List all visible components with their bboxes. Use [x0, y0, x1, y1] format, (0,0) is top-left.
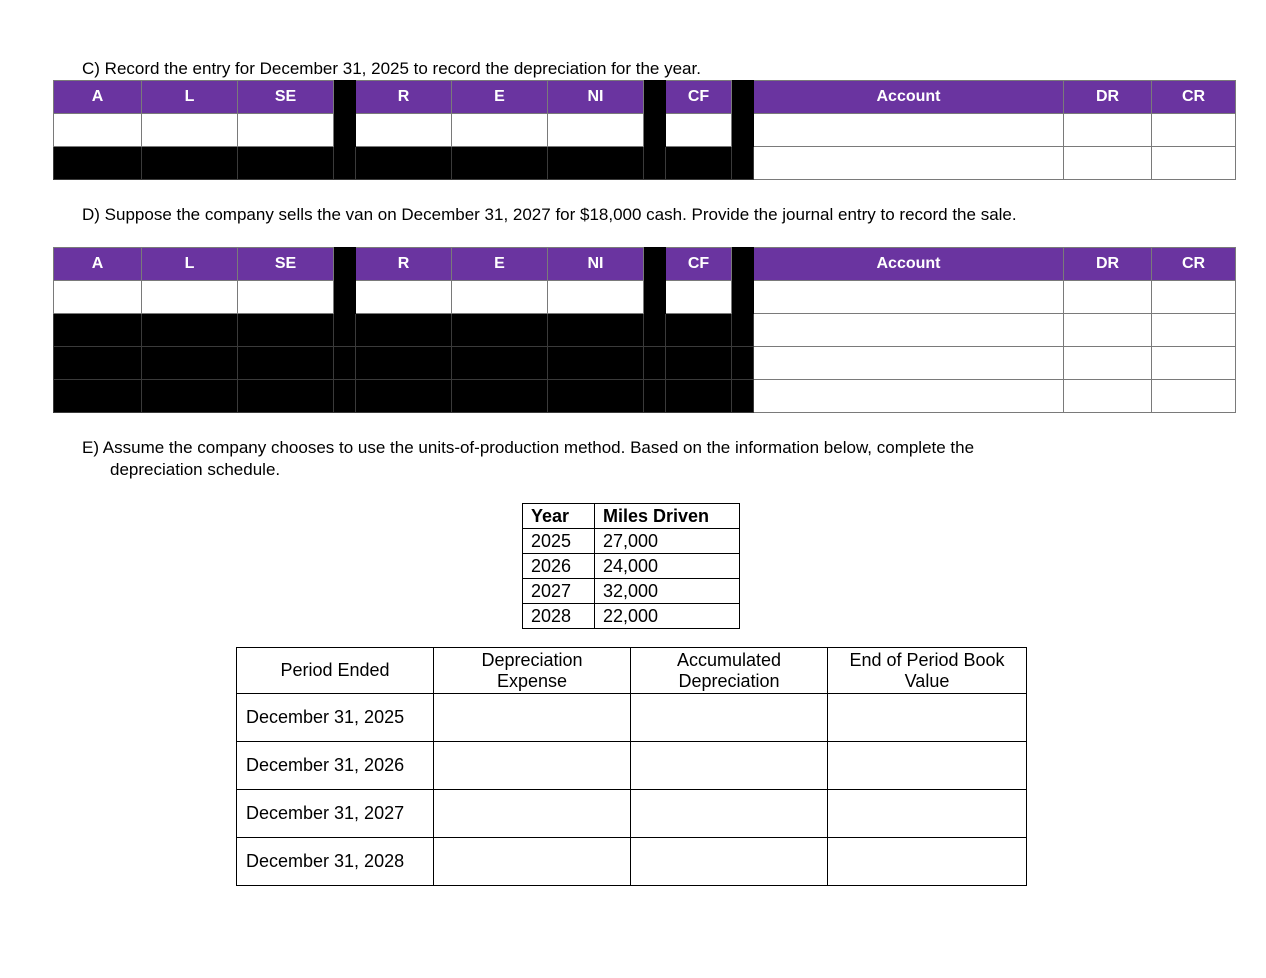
- separator: [732, 114, 754, 147]
- cell-se[interactable]: [238, 114, 334, 147]
- year-cell: 2028: [523, 604, 595, 629]
- blackout-cell: [732, 347, 754, 380]
- header-debit: DR: [1064, 81, 1152, 114]
- miles-driven-table: [522, 503, 740, 629]
- cell-cr[interactable]: [1152, 147, 1236, 180]
- cell-a[interactable]: [54, 281, 142, 314]
- header-revenue: R: [356, 81, 452, 114]
- header-assets: A: [54, 81, 142, 114]
- accumulated-dep-cell[interactable]: [631, 838, 828, 886]
- blackout-cell: [238, 347, 334, 380]
- period-cell: December 31, 2027: [237, 790, 434, 838]
- blackout-cell: [548, 347, 644, 380]
- separator: [732, 81, 754, 114]
- cell-account[interactable]: [754, 380, 1064, 413]
- blackout-cell: [334, 314, 356, 347]
- table-row: [237, 694, 1027, 742]
- cell-account[interactable]: [754, 114, 1064, 147]
- header-expense: E: [452, 248, 548, 281]
- accumulated-dep-cell[interactable]: [631, 742, 828, 790]
- table-row: [523, 529, 740, 554]
- cell-r[interactable]: [356, 114, 452, 147]
- header-book-line-1: End of Period Book: [849, 649, 1005, 670]
- header-net-income: NI: [548, 81, 644, 114]
- header-debit: DR: [1064, 248, 1152, 281]
- header-liabilities: L: [142, 248, 238, 281]
- cell-se[interactable]: [238, 281, 334, 314]
- cell-cr[interactable]: [1152, 347, 1236, 380]
- dep-expense-cell[interactable]: [434, 742, 631, 790]
- blackout-cell: [732, 314, 754, 347]
- blackout-cell: [334, 380, 356, 413]
- blackout-cell: [54, 147, 142, 180]
- blackout-cell: [644, 380, 666, 413]
- separator: [732, 281, 754, 314]
- cell-cf[interactable]: [666, 281, 732, 314]
- year-cell: 2025: [523, 529, 595, 554]
- depreciation-schedule-table: [236, 647, 1027, 886]
- blackout-cell: [548, 380, 644, 413]
- blackout-cell: [452, 147, 548, 180]
- journal-entry-row: [54, 347, 1236, 380]
- blackout-cell: [238, 380, 334, 413]
- blackout-cell: [452, 380, 548, 413]
- blackout-cell: [666, 147, 732, 180]
- year-cell: 2027: [523, 579, 595, 604]
- period-cell: December 31, 2025: [237, 694, 434, 742]
- blackout-cell: [732, 380, 754, 413]
- cell-cr[interactable]: [1152, 281, 1236, 314]
- header-dep-line-1: Depreciation: [481, 649, 583, 670]
- header-expense: E: [452, 81, 548, 114]
- journal-table-c: [53, 80, 1236, 180]
- blackout-cell: [142, 147, 238, 180]
- dep-expense-cell[interactable]: [434, 838, 631, 886]
- table-row: [523, 554, 740, 579]
- journal-entry-row: [54, 281, 1236, 314]
- header-acc-line-1: Accumulated: [676, 649, 782, 670]
- blackout-cell: [666, 380, 732, 413]
- header-liabilities: L: [142, 81, 238, 114]
- cell-cr[interactable]: [1152, 114, 1236, 147]
- blackout-cell: [644, 147, 666, 180]
- journal-header-row: [54, 248, 1236, 281]
- separator: [644, 281, 666, 314]
- header-acc-line-2: Depreciation: [678, 670, 780, 691]
- header-assets: A: [54, 248, 142, 281]
- book-value-cell[interactable]: [828, 838, 1027, 886]
- header-period-ended: Period Ended: [237, 648, 434, 694]
- schedule-header-row: [237, 648, 1027, 694]
- journal-table-d: [53, 247, 1236, 413]
- separator: [334, 248, 356, 281]
- cell-e[interactable]: [452, 281, 548, 314]
- header-net-income: NI: [548, 248, 644, 281]
- header-stockholders-equity: SE: [238, 248, 334, 281]
- blackout-cell: [334, 147, 356, 180]
- separator: [334, 81, 356, 114]
- table-row: [237, 742, 1027, 790]
- blackout-cell: [238, 147, 334, 180]
- header-miles-driven: Miles Driven: [595, 504, 740, 529]
- journal-entry-row: [54, 147, 1236, 180]
- cell-l[interactable]: [142, 281, 238, 314]
- cell-a[interactable]: [54, 114, 142, 147]
- header-cash-flow: CF: [666, 248, 732, 281]
- table-row: [237, 838, 1027, 886]
- table-row: [523, 579, 740, 604]
- accumulated-dep-cell[interactable]: [631, 694, 828, 742]
- journal-entry-row: [54, 380, 1236, 413]
- table-row: [523, 604, 740, 629]
- cell-dr[interactable]: [1064, 380, 1152, 413]
- blackout-cell: [666, 347, 732, 380]
- journal-header-row: [54, 81, 1236, 114]
- blackout-cell: [644, 314, 666, 347]
- cell-ni[interactable]: [548, 281, 644, 314]
- blackout-cell: [142, 314, 238, 347]
- header-year: Year: [523, 504, 595, 529]
- separator: [644, 248, 666, 281]
- blackout-cell: [548, 147, 644, 180]
- blackout-cell: [356, 380, 452, 413]
- blackout-cell: [238, 314, 334, 347]
- header-account: Account: [754, 248, 1064, 281]
- header-depreciation-expense: [434, 648, 631, 694]
- period-cell: December 31, 2026: [237, 742, 434, 790]
- year-cell: 2026: [523, 554, 595, 579]
- question-e-text: [82, 437, 1142, 481]
- period-cell: December 31, 2028: [237, 838, 434, 886]
- cell-account[interactable]: [754, 314, 1064, 347]
- cell-cr[interactable]: [1152, 314, 1236, 347]
- separator: [334, 281, 356, 314]
- book-value-cell[interactable]: [828, 742, 1027, 790]
- blackout-cell: [732, 147, 754, 180]
- blackout-cell: [334, 347, 356, 380]
- separator: [644, 114, 666, 147]
- blackout-cell: [54, 347, 142, 380]
- miles-cell: 27,000: [595, 529, 740, 554]
- header-revenue: R: [356, 248, 452, 281]
- cell-account[interactable]: [754, 147, 1064, 180]
- dep-expense-cell[interactable]: [434, 694, 631, 742]
- cell-ni[interactable]: [548, 114, 644, 147]
- cell-dr[interactable]: [1064, 147, 1152, 180]
- book-value-cell[interactable]: [828, 790, 1027, 838]
- blackout-cell: [54, 380, 142, 413]
- cell-dr[interactable]: [1064, 281, 1152, 314]
- header-end-of-period-book-value: [828, 648, 1027, 694]
- header-book-line-2: Value: [904, 670, 950, 691]
- cell-e[interactable]: [452, 114, 548, 147]
- cell-dr[interactable]: [1064, 347, 1152, 380]
- cell-cf[interactable]: [666, 114, 732, 147]
- header-accumulated-depreciation: [631, 648, 828, 694]
- blackout-cell: [548, 314, 644, 347]
- separator: [644, 81, 666, 114]
- question-e-line-2: depreciation schedule.: [110, 460, 281, 479]
- dep-expense-cell[interactable]: [434, 790, 631, 838]
- separator: [334, 114, 356, 147]
- cell-account[interactable]: [754, 281, 1064, 314]
- book-value-cell[interactable]: [828, 694, 1027, 742]
- blackout-cell: [452, 314, 548, 347]
- blackout-cell: [142, 380, 238, 413]
- cell-account[interactable]: [754, 347, 1064, 380]
- blackout-cell: [356, 147, 452, 180]
- header-dep-line-2: Expense: [496, 670, 568, 691]
- header-cash-flow: CF: [666, 81, 732, 114]
- blackout-cell: [666, 314, 732, 347]
- cell-l[interactable]: [142, 114, 238, 147]
- cell-dr[interactable]: [1064, 314, 1152, 347]
- header-credit: CR: [1152, 248, 1236, 281]
- header-stockholders-equity: SE: [238, 81, 334, 114]
- header-account: Account: [754, 81, 1064, 114]
- accumulated-dep-cell[interactable]: [631, 790, 828, 838]
- blackout-cell: [356, 347, 452, 380]
- question-c-text: C) Record the entry for December 31, 2025 to record the depreciation for the year.: [82, 59, 701, 78]
- table-row: [237, 790, 1027, 838]
- blackout-cell: [142, 347, 238, 380]
- miles-cell: 32,000: [595, 579, 740, 604]
- journal-entry-row: [54, 114, 1236, 147]
- cell-r[interactable]: [356, 281, 452, 314]
- question-d-text: D) Suppose the company sells the van on December 31, 2027 for $18,000 cash. Provide the journal entry to record the sale.: [82, 205, 1017, 224]
- cell-dr[interactable]: [1064, 114, 1152, 147]
- miles-header-row: [523, 504, 740, 529]
- blackout-cell: [54, 314, 142, 347]
- blackout-cell: [356, 314, 452, 347]
- journal-entry-row: [54, 314, 1236, 347]
- separator: [732, 248, 754, 281]
- blackout-cell: [452, 347, 548, 380]
- miles-cell: 24,000: [595, 554, 740, 579]
- blackout-cell: [644, 347, 666, 380]
- miles-cell: 22,000: [595, 604, 740, 629]
- cell-cr[interactable]: [1152, 380, 1236, 413]
- question-e-line-1: E) Assume the company chooses to use the units-of-production method. Based on the information below, complete the: [82, 438, 975, 457]
- header-credit: CR: [1152, 81, 1236, 114]
